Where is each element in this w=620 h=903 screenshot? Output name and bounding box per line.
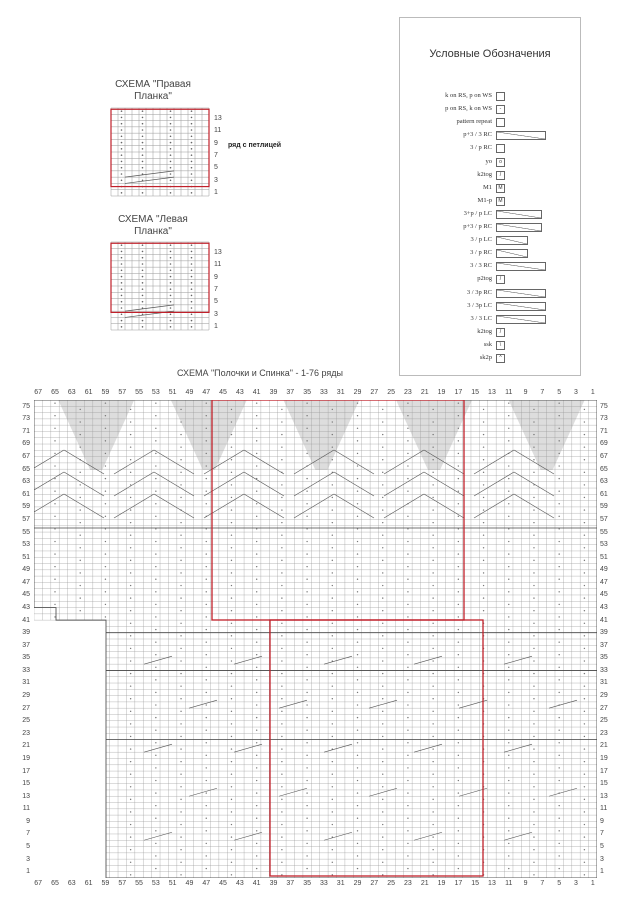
row-number-left: 15 xyxy=(22,780,30,788)
column-number: 9 xyxy=(523,389,528,396)
column-number: 37 xyxy=(286,389,295,396)
row-number-right: 33 xyxy=(600,666,608,674)
legend-symbol-icon xyxy=(496,92,505,101)
column-number: 55 xyxy=(135,389,143,396)
row-number-left: 1 xyxy=(26,868,30,876)
row-number-left: 71 xyxy=(22,427,30,435)
legend-item xyxy=(400,169,580,181)
right-placket-row-number: 7 xyxy=(214,151,218,159)
left-placket-row-number: 1 xyxy=(214,322,218,330)
row-number-left: 45 xyxy=(22,591,30,599)
row-number-right: 27 xyxy=(600,704,608,712)
legend-symbol-icon xyxy=(496,144,505,153)
column-number: 59 xyxy=(101,880,110,887)
row-number-right: 53 xyxy=(600,541,608,549)
row-number-right: 71 xyxy=(600,427,608,435)
row-number-right: 17 xyxy=(600,767,608,775)
column-number: 65 xyxy=(51,880,59,887)
row-number-right: 11 xyxy=(600,805,608,813)
column-number: 19 xyxy=(437,880,446,887)
row-number-left: 55 xyxy=(22,528,30,536)
column-number: 45 xyxy=(219,389,227,396)
left-placket-grid-lines xyxy=(111,242,209,330)
main-chart-grid xyxy=(34,400,597,878)
row-number-right: 35 xyxy=(600,654,608,662)
legend-symbol-icon xyxy=(496,236,528,245)
right-placket-grid xyxy=(110,107,210,197)
left-placket-title: СХЕМА "Левая Планка" xyxy=(118,214,188,237)
column-number: 13 xyxy=(488,880,496,887)
legend-item-label: p+3 / p RC xyxy=(463,223,492,230)
row-number-left: 5 xyxy=(26,843,30,851)
column-number: 35 xyxy=(303,880,311,887)
column-number: 17 xyxy=(454,880,463,887)
legend-item-label: 3 / 3 RC xyxy=(470,262,492,270)
column-number: 33 xyxy=(319,389,328,396)
column-number: 31 xyxy=(336,389,345,396)
row-number-left: 63 xyxy=(22,478,30,486)
column-number: 41 xyxy=(252,389,261,396)
legend-item xyxy=(400,103,580,115)
column-number: 49 xyxy=(185,880,194,887)
row-number-right: 25 xyxy=(600,717,608,725)
row-number-right: 61 xyxy=(600,490,608,498)
legend-item xyxy=(400,313,580,325)
legend-item-label: M1 xyxy=(482,183,492,191)
column-number: 23 xyxy=(404,880,412,887)
legend-symbol-icon: M xyxy=(496,197,505,206)
legend-item xyxy=(400,142,580,154)
row-number-left: 37 xyxy=(22,641,30,649)
column-number: 51 xyxy=(168,389,177,396)
row-number-right: 31 xyxy=(600,679,608,687)
legend-item-label: sk2p xyxy=(479,354,492,361)
column-number: 41 xyxy=(252,880,261,887)
legend-symbol-icon xyxy=(496,223,542,232)
legend-item xyxy=(400,352,580,364)
legend-item-label: k2tog xyxy=(477,327,492,335)
left-placket-row-number: 9 xyxy=(214,273,218,281)
legend-symbol-icon xyxy=(496,262,546,271)
legend-item-label: p2tog xyxy=(477,275,492,283)
legend-item xyxy=(400,234,580,246)
legend-item xyxy=(400,90,580,102)
row-number-left: 25 xyxy=(22,717,30,725)
legend-item xyxy=(400,195,580,207)
row-number-right: 15 xyxy=(600,780,608,788)
row-number-right: 51 xyxy=(600,553,608,561)
right-placket-grid-lines xyxy=(111,108,209,196)
legend-item xyxy=(400,287,580,299)
row-number-right: 57 xyxy=(600,515,608,523)
row-number-right: 5 xyxy=(600,843,604,851)
legend-item xyxy=(400,339,580,351)
column-number: 15 xyxy=(471,389,480,396)
legend-item-label: 3 / p RC xyxy=(470,249,492,257)
row-number-left: 75 xyxy=(22,402,30,410)
legend-item xyxy=(400,247,580,259)
main-cable-lines xyxy=(34,450,554,518)
column-number: 45 xyxy=(219,880,227,887)
row-number-right: 45 xyxy=(600,591,608,599)
row-number-left: 31 xyxy=(22,679,30,687)
legend-item xyxy=(400,208,580,220)
left-placket-row-number: 7 xyxy=(214,285,218,293)
legend-symbol-icon: / xyxy=(496,275,505,284)
row-number-left: 13 xyxy=(22,792,30,800)
right-placket-title: СХЕМА "Правая Планка" xyxy=(115,79,191,102)
legend-item xyxy=(400,182,580,194)
legend-item xyxy=(400,300,580,312)
legend-symbol-icon: / xyxy=(496,171,505,180)
column-number: 55 xyxy=(135,880,143,887)
row-number-left: 49 xyxy=(22,566,30,574)
legend-symbol-icon xyxy=(496,210,542,219)
column-number: 1 xyxy=(590,389,595,396)
column-number: 7 xyxy=(540,389,545,396)
row-number-right: 67 xyxy=(600,453,608,461)
right-placket-row-number: 13 xyxy=(214,115,222,122)
column-number: 27 xyxy=(370,389,379,396)
row-number-right: 3 xyxy=(600,855,604,863)
column-number: 61 xyxy=(84,880,93,887)
legend-symbol-icon xyxy=(496,249,528,258)
legend-item-label: p on RS, k on WS xyxy=(445,105,492,113)
yoke-shaded-triangles xyxy=(58,400,584,470)
row-number-left: 69 xyxy=(22,440,30,448)
row-number-left: 3 xyxy=(26,855,30,863)
right-placket-row-number: 9 xyxy=(214,139,218,147)
row-number-left: 51 xyxy=(22,553,30,561)
row-number-right: 19 xyxy=(600,754,608,762)
row-number-right: 47 xyxy=(600,578,608,586)
legend-symbol-icon: / xyxy=(496,328,505,337)
legend-symbol-icon xyxy=(496,302,546,311)
legend-item xyxy=(400,221,580,233)
row-number-left: 19 xyxy=(22,754,30,762)
column-number: 67 xyxy=(34,880,43,887)
row-number-left: 67 xyxy=(22,453,30,461)
legend-symbol-icon: - xyxy=(496,105,505,114)
legend-item-label: 3 / 3p LC xyxy=(467,301,492,309)
column-number: 1 xyxy=(590,880,595,887)
left-placket-grid xyxy=(110,241,210,331)
column-number: 3 xyxy=(574,389,578,396)
row-number-left: 21 xyxy=(22,742,30,750)
row-number-right: 23 xyxy=(600,729,608,737)
column-number: 11 xyxy=(505,880,513,887)
row-number-left: 41 xyxy=(22,616,30,624)
legend-item-label: k2tog xyxy=(477,170,492,178)
row-number-left: 9 xyxy=(26,817,30,825)
right-placket-row-number: 3 xyxy=(214,176,218,184)
legend-item xyxy=(400,156,580,168)
row-number-left: 43 xyxy=(22,604,30,612)
row-number-right: 37 xyxy=(600,641,608,649)
column-number: 47 xyxy=(202,880,211,887)
row-number-left: 35 xyxy=(22,654,30,662)
legend-item-label: 3 / 3 LC xyxy=(470,314,492,322)
column-number: 43 xyxy=(235,880,244,887)
row-number-left: 23 xyxy=(22,729,30,737)
column-number: 9 xyxy=(523,880,528,887)
row-number-left: 65 xyxy=(22,465,30,473)
column-number: 13 xyxy=(488,389,496,396)
column-number: 63 xyxy=(67,389,76,396)
legend-symbol-icon: o xyxy=(496,158,505,167)
body-repeat-frame xyxy=(270,620,483,876)
column-number: 29 xyxy=(353,389,362,396)
left-placket-row-number: 5 xyxy=(214,298,218,306)
row-number-left: 17 xyxy=(22,767,30,775)
legend-title: Условные Обозначения xyxy=(429,48,551,60)
column-number: 39 xyxy=(269,389,278,396)
legend-symbol-icon: ^ xyxy=(496,354,505,363)
column-number: 3 xyxy=(574,880,578,887)
column-number: 25 xyxy=(387,389,396,396)
column-number: 49 xyxy=(185,389,194,396)
column-number: 5 xyxy=(557,389,562,396)
row-number-right: 59 xyxy=(600,503,608,511)
row-number-left: 73 xyxy=(22,415,30,423)
column-number: 19 xyxy=(437,389,446,396)
legend-symbol-icon xyxy=(496,315,546,324)
column-number: 15 xyxy=(471,880,480,887)
row-number-left: 7 xyxy=(26,830,30,838)
legend-item-label: p+3 / 3 RC xyxy=(463,131,492,139)
legend-panel xyxy=(399,17,581,376)
row-number-left: 59 xyxy=(22,503,30,511)
legend-item-label: k on RS, p on WS xyxy=(445,92,492,99)
row-number-right: 63 xyxy=(600,478,608,486)
column-number: 37 xyxy=(286,880,295,887)
legend-item-label: ssk xyxy=(483,340,492,348)
row-number-right: 39 xyxy=(600,629,608,637)
right-placket-row-number: 5 xyxy=(214,164,218,172)
legend-item-label: 3 / p LC xyxy=(470,236,492,244)
legend-symbol-icon: \ xyxy=(496,341,505,350)
legend-item xyxy=(400,273,580,285)
row-number-right: 65 xyxy=(600,465,608,473)
row-number-right: 21 xyxy=(600,742,608,750)
body-cable-crossings xyxy=(144,656,577,840)
column-number: 35 xyxy=(303,389,311,396)
left-placket-row-number: 13 xyxy=(214,249,222,256)
row-number-right: 29 xyxy=(600,692,608,700)
legend-item xyxy=(400,260,580,272)
column-number: 67 xyxy=(34,389,43,396)
row-number-right: 73 xyxy=(600,415,608,423)
row-number-left: 53 xyxy=(22,541,30,549)
column-number: 39 xyxy=(269,880,278,887)
legend-symbol-icon xyxy=(496,118,505,127)
legend-item-label: M1-p xyxy=(477,196,492,204)
column-number: 31 xyxy=(336,880,345,887)
column-number: 47 xyxy=(202,389,211,396)
legend-item-label: pattern repeat xyxy=(456,118,492,126)
legend-item-label: 3 / 3p RC xyxy=(466,288,492,296)
legend-symbol-icon: M xyxy=(496,184,505,193)
row-number-right: 41 xyxy=(600,616,608,624)
row-number-left: 11 xyxy=(22,805,30,813)
main-grid-lines xyxy=(34,400,597,878)
legend-item xyxy=(400,326,580,338)
legend-item xyxy=(400,116,580,128)
column-number: 33 xyxy=(319,880,328,887)
row-number-right: 9 xyxy=(600,817,604,825)
column-number: 17 xyxy=(454,389,463,396)
row-number-left: 47 xyxy=(22,578,30,586)
column-number: 57 xyxy=(118,389,127,396)
row-number-right: 1 xyxy=(600,868,604,876)
column-number: 7 xyxy=(540,880,545,887)
row-number-left: 61 xyxy=(22,490,30,498)
row-number-left: 57 xyxy=(22,515,30,523)
legend-item-label: yo xyxy=(485,157,492,165)
main-chart-title: СХЕМА "Полочки и Спинка" - 1-76 ряды xyxy=(176,368,344,378)
column-number: 65 xyxy=(51,389,59,396)
legend-item-label: 3+p / p LC xyxy=(463,209,492,217)
column-number: 5 xyxy=(557,880,562,887)
column-number: 57 xyxy=(118,880,127,887)
row-number-right: 69 xyxy=(600,440,608,448)
left-placket-row-number: 11 xyxy=(214,261,222,269)
column-number: 21 xyxy=(420,880,429,887)
column-number: 23 xyxy=(404,389,412,396)
right-placket-row-number: 1 xyxy=(214,188,218,196)
column-number: 51 xyxy=(168,880,177,887)
legend-item xyxy=(400,129,580,141)
column-number: 63 xyxy=(67,880,76,887)
column-number: 25 xyxy=(387,880,396,887)
column-number: 29 xyxy=(353,880,362,887)
column-number: 43 xyxy=(235,389,244,396)
legend-symbol-icon xyxy=(496,289,546,298)
buttonhole-row-note: ряд с петлицей xyxy=(228,142,282,149)
left-placket-row-number: 3 xyxy=(214,310,218,318)
legend-symbol-icon xyxy=(496,131,546,140)
row-number-left: 33 xyxy=(22,666,30,674)
column-number: 27 xyxy=(370,880,379,887)
row-number-left: 27 xyxy=(22,704,30,712)
row-number-right: 75 xyxy=(600,402,608,410)
column-number: 11 xyxy=(505,389,513,396)
column-number: 53 xyxy=(151,880,160,887)
row-number-right: 49 xyxy=(600,566,608,574)
column-number: 21 xyxy=(420,389,429,396)
column-number: 59 xyxy=(101,389,110,396)
row-number-left: 29 xyxy=(22,692,30,700)
column-number: 53 xyxy=(151,389,160,396)
row-number-right: 13 xyxy=(600,792,608,800)
legend-item-label: 3 / p RC xyxy=(470,144,492,152)
row-number-right: 55 xyxy=(600,528,608,536)
column-number: 61 xyxy=(84,389,93,396)
row-number-left: 39 xyxy=(22,629,30,637)
row-number-right: 43 xyxy=(600,604,608,612)
row-number-right: 7 xyxy=(600,830,604,838)
right-placket-row-number: 11 xyxy=(214,127,222,135)
